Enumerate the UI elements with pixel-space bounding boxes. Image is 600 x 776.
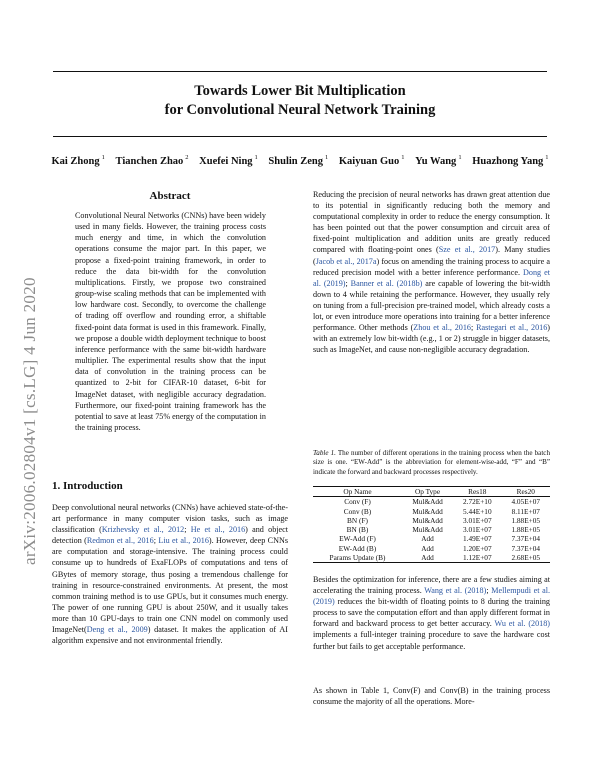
operations-table — [313, 486, 550, 563]
table-cell: Mul&Add — [412, 515, 443, 525]
arxiv-stamp: arXiv:2006.02804v1 [cs.LG] 4 Jun 2020 — [20, 277, 39, 565]
table-caption-label: Table 1. — [313, 449, 336, 457]
table-header-cell: Op Type — [402, 487, 453, 497]
citation-link[interactable]: Mellempudi et al. (2019) — [313, 586, 551, 607]
introduction-paragraph: Deep convolutional neural networks (CNNs) have achieved state-of-the-art performance in many computer vision tasks, such as image classification (Krizhevsky et al., 2012; He et al., 2016) and object detection (Redmon et al., 2016; Liu et al., 2016). However, deep CNNs are computation and storage-intensive. The training process could consume up to hundreds of ExaFLOPs of computations and tens of GBytes of memory storage, thus posing a tremendous challenge for training in resource-constrained environments. At present, the most common training method is to use GPUs, but it consumes much energy. The power of one running GPU is about 250W, and it usually takes more than 10 GPU-days to train one CNN model on commonly used ImageNet(Deng et al., 2009) dataset. It makes the application of AI algorithm expensive and not environmental friendly. — [52, 503, 289, 646]
table-cell: Conv (F) — [344, 497, 371, 507]
citation-link[interactable]: Zhou et al., 2016 — [413, 323, 471, 333]
table-row — [313, 525, 550, 534]
right-column-paragraph-3: As shown in Table 1, Conv(F) and Conv(B) in the training process consume the majority of all the operations. More- — [313, 686, 550, 707]
abstract-body: Convolutional Neural Networks (CNNs) have been widely used in many fields. However, the training process costs much energy and time, in which the convolution operations consume the major part. In this paper, we propose a fixed-point training framework, in order to reduce the data bit-width for the convolution multiplications. Firstly, we propose two constrained group-wise scaling methods that can be implemented with low hardware cost. Secondly, to overcome the challenge of trading off overflow and rounding error, a shiftable fixed-point data format is used in this framework. Finally, we propose a double width deployment technique to boost inference performance with the same bit-width hardware multiplier. The experimental results show that the input data of convolution in the training process can be quantized to 2-bit for CIFAR-10 dataset, 6-bit for ImageNet dataset, with negligible accuracy degradation. Furthermore, our fixed-point training framework has the potential to save at least 75% energy of the computation in the training process. — [75, 211, 266, 432]
citation-link[interactable]: Banner et al. (2018b) — [350, 278, 423, 288]
paper-title — [53, 82, 547, 120]
table-row — [313, 516, 550, 525]
table-cell: 2.68E+05 — [502, 553, 550, 563]
table-cell: Params Update (B) — [313, 553, 402, 563]
table-cell: 4.05E+07 — [511, 497, 541, 507]
table-cell: 3.01E+07 — [462, 515, 492, 525]
introduction-heading: 1. Introduction — [52, 480, 123, 492]
table-cell: EW-Add (F) — [339, 534, 376, 544]
table-cell: Mul&Add — [412, 525, 443, 535]
table-cell: Conv (B) — [343, 506, 372, 516]
table-row — [313, 497, 550, 507]
table-cell: 8.11E+07 — [511, 506, 540, 516]
table-cell: Add — [421, 534, 434, 544]
table-cell: 1.12E+07 — [453, 553, 501, 563]
table-cell: 1.49E+07 — [462, 534, 492, 544]
table-cell: BN (F) — [347, 515, 368, 525]
table-row — [313, 553, 550, 563]
table-cell: Mul&Add — [412, 497, 443, 507]
citation-link[interactable]: Krizhevsky et al., 2012 — [101, 525, 185, 535]
table-cell: 5.44E+10 — [462, 506, 492, 516]
table-cell: 3.01E+07 — [462, 525, 492, 535]
table-caption: Table 1. The number of different operations in the training process when the batch size is one. “EW-Add” is the abbreviation for element-wise-add, “F” and “B” indicate the forward and backward processes respectively. — [313, 449, 550, 476]
table-cell: Mul&Add — [412, 506, 443, 516]
author: Kai Zhong $^1$ — [51, 154, 105, 167]
author-list — [40, 154, 560, 167]
author: Kaiyuan Guo $^1$ — [338, 154, 405, 167]
table-row — [313, 534, 550, 543]
table-cell: Add — [421, 543, 434, 553]
table-row — [313, 544, 550, 553]
citation-link[interactable]: Dong et al. (2019) — [313, 267, 550, 288]
table-header-row — [313, 487, 550, 497]
table-header-cell: Res18 — [453, 487, 501, 497]
author: Tianchen Zhao $^2$ — [115, 154, 189, 167]
table-header-cell: Op Name — [313, 487, 402, 497]
citation-link[interactable]: Sze et al., 2017 — [438, 245, 496, 255]
table-cell: 1.88E+05 — [511, 525, 541, 535]
table-cell: Add — [402, 553, 453, 563]
table-cell: 1.20E+07 — [462, 543, 492, 553]
author: Yu Wang $^1$ — [415, 154, 462, 167]
right-column-paragraph-2: Besides the optimization for inference, there are a few studies aiming at accelerating the training process. Wang et al. (2018); Mellempudi et al. (2019) reduces the bit-width of floating points to 8 during the training process to save the computation effort and than apply different format in forward and backward process to get better accuracy. Wu et al. (2018) implements a full-integer training procedure to save the hardware cost further but fails to get acceptable performance. — [313, 575, 551, 651]
title-line-2: for Convolutional Neural Network Training — [164, 102, 436, 118]
title-top-rule — [53, 71, 547, 72]
table-row — [313, 507, 550, 516]
right-column-paragraph-1: Reducing the precision of neural networks has drawn great attention due to its potential in significantly reducing both the memory and computational complexity in order to reduce the energy consumption. It has been pointed out that the power consumption and circuit area of fixed-point multiplication and addition units are greatly reduced compared with floating-point ones (Sze et al., 2017). Many studies (Jacob et al., 2017a) focus on amending the training process to acquire a reduced precision model with a better inference performance. Dong et al. (2019); Banner et al. (2018b) are capable of lowering the bit-width down to 4 while retaining the performance. However, they usually rely on tuning from a full-precision pre-trained model, which already costs a lot, or even introduce more operations into training for a better inference performance. Other methods (Zhou et al., 2016; Rastegari et al., 2016) with an extremely low bit-width (e.g., 1 or 2) struggle in bigger datasets, such as ImageNet, and cause non-negligible accuracy degradation. — [313, 190, 551, 355]
table-cell: 2.72E+10 — [462, 497, 492, 507]
author: Shulin Zeng $^1$ — [268, 154, 329, 167]
citation-link[interactable]: Liu et al., 2016 — [158, 536, 209, 546]
table-cell: 7.37E+04 — [511, 543, 541, 553]
author: Huazhong Yang $^1$ — [472, 154, 549, 167]
citation-link[interactable]: Wu et al. (2018) — [494, 619, 551, 629]
citation-link[interactable]: Rastegari et al., 2016 — [476, 323, 548, 333]
citation-link[interactable]: Jacob et al., 2017a — [315, 256, 377, 266]
citation-link[interactable]: He et al., 2016 — [190, 525, 246, 535]
table-cell: 1.88E+05 — [511, 515, 541, 525]
table-cell: EW-Add (B) — [338, 543, 377, 553]
citation-link[interactable]: Wang et al. (2018) — [424, 586, 487, 596]
citation-link[interactable]: Deng et al., 2009 — [86, 625, 148, 635]
title-line-1: Towards Lower Bit Multiplication — [194, 83, 406, 99]
table-header-cell: Res20 — [502, 487, 550, 497]
citation-link[interactable]: Redmon et al., 2016 — [86, 536, 154, 546]
title-bottom-rule — [53, 136, 547, 137]
table-cell: 7.37E+04 — [511, 534, 541, 544]
author: Xuefei Ning $^1$ — [199, 154, 258, 167]
table-cell: BN (B) — [346, 525, 369, 535]
abstract-heading: Abstract — [149, 190, 191, 202]
